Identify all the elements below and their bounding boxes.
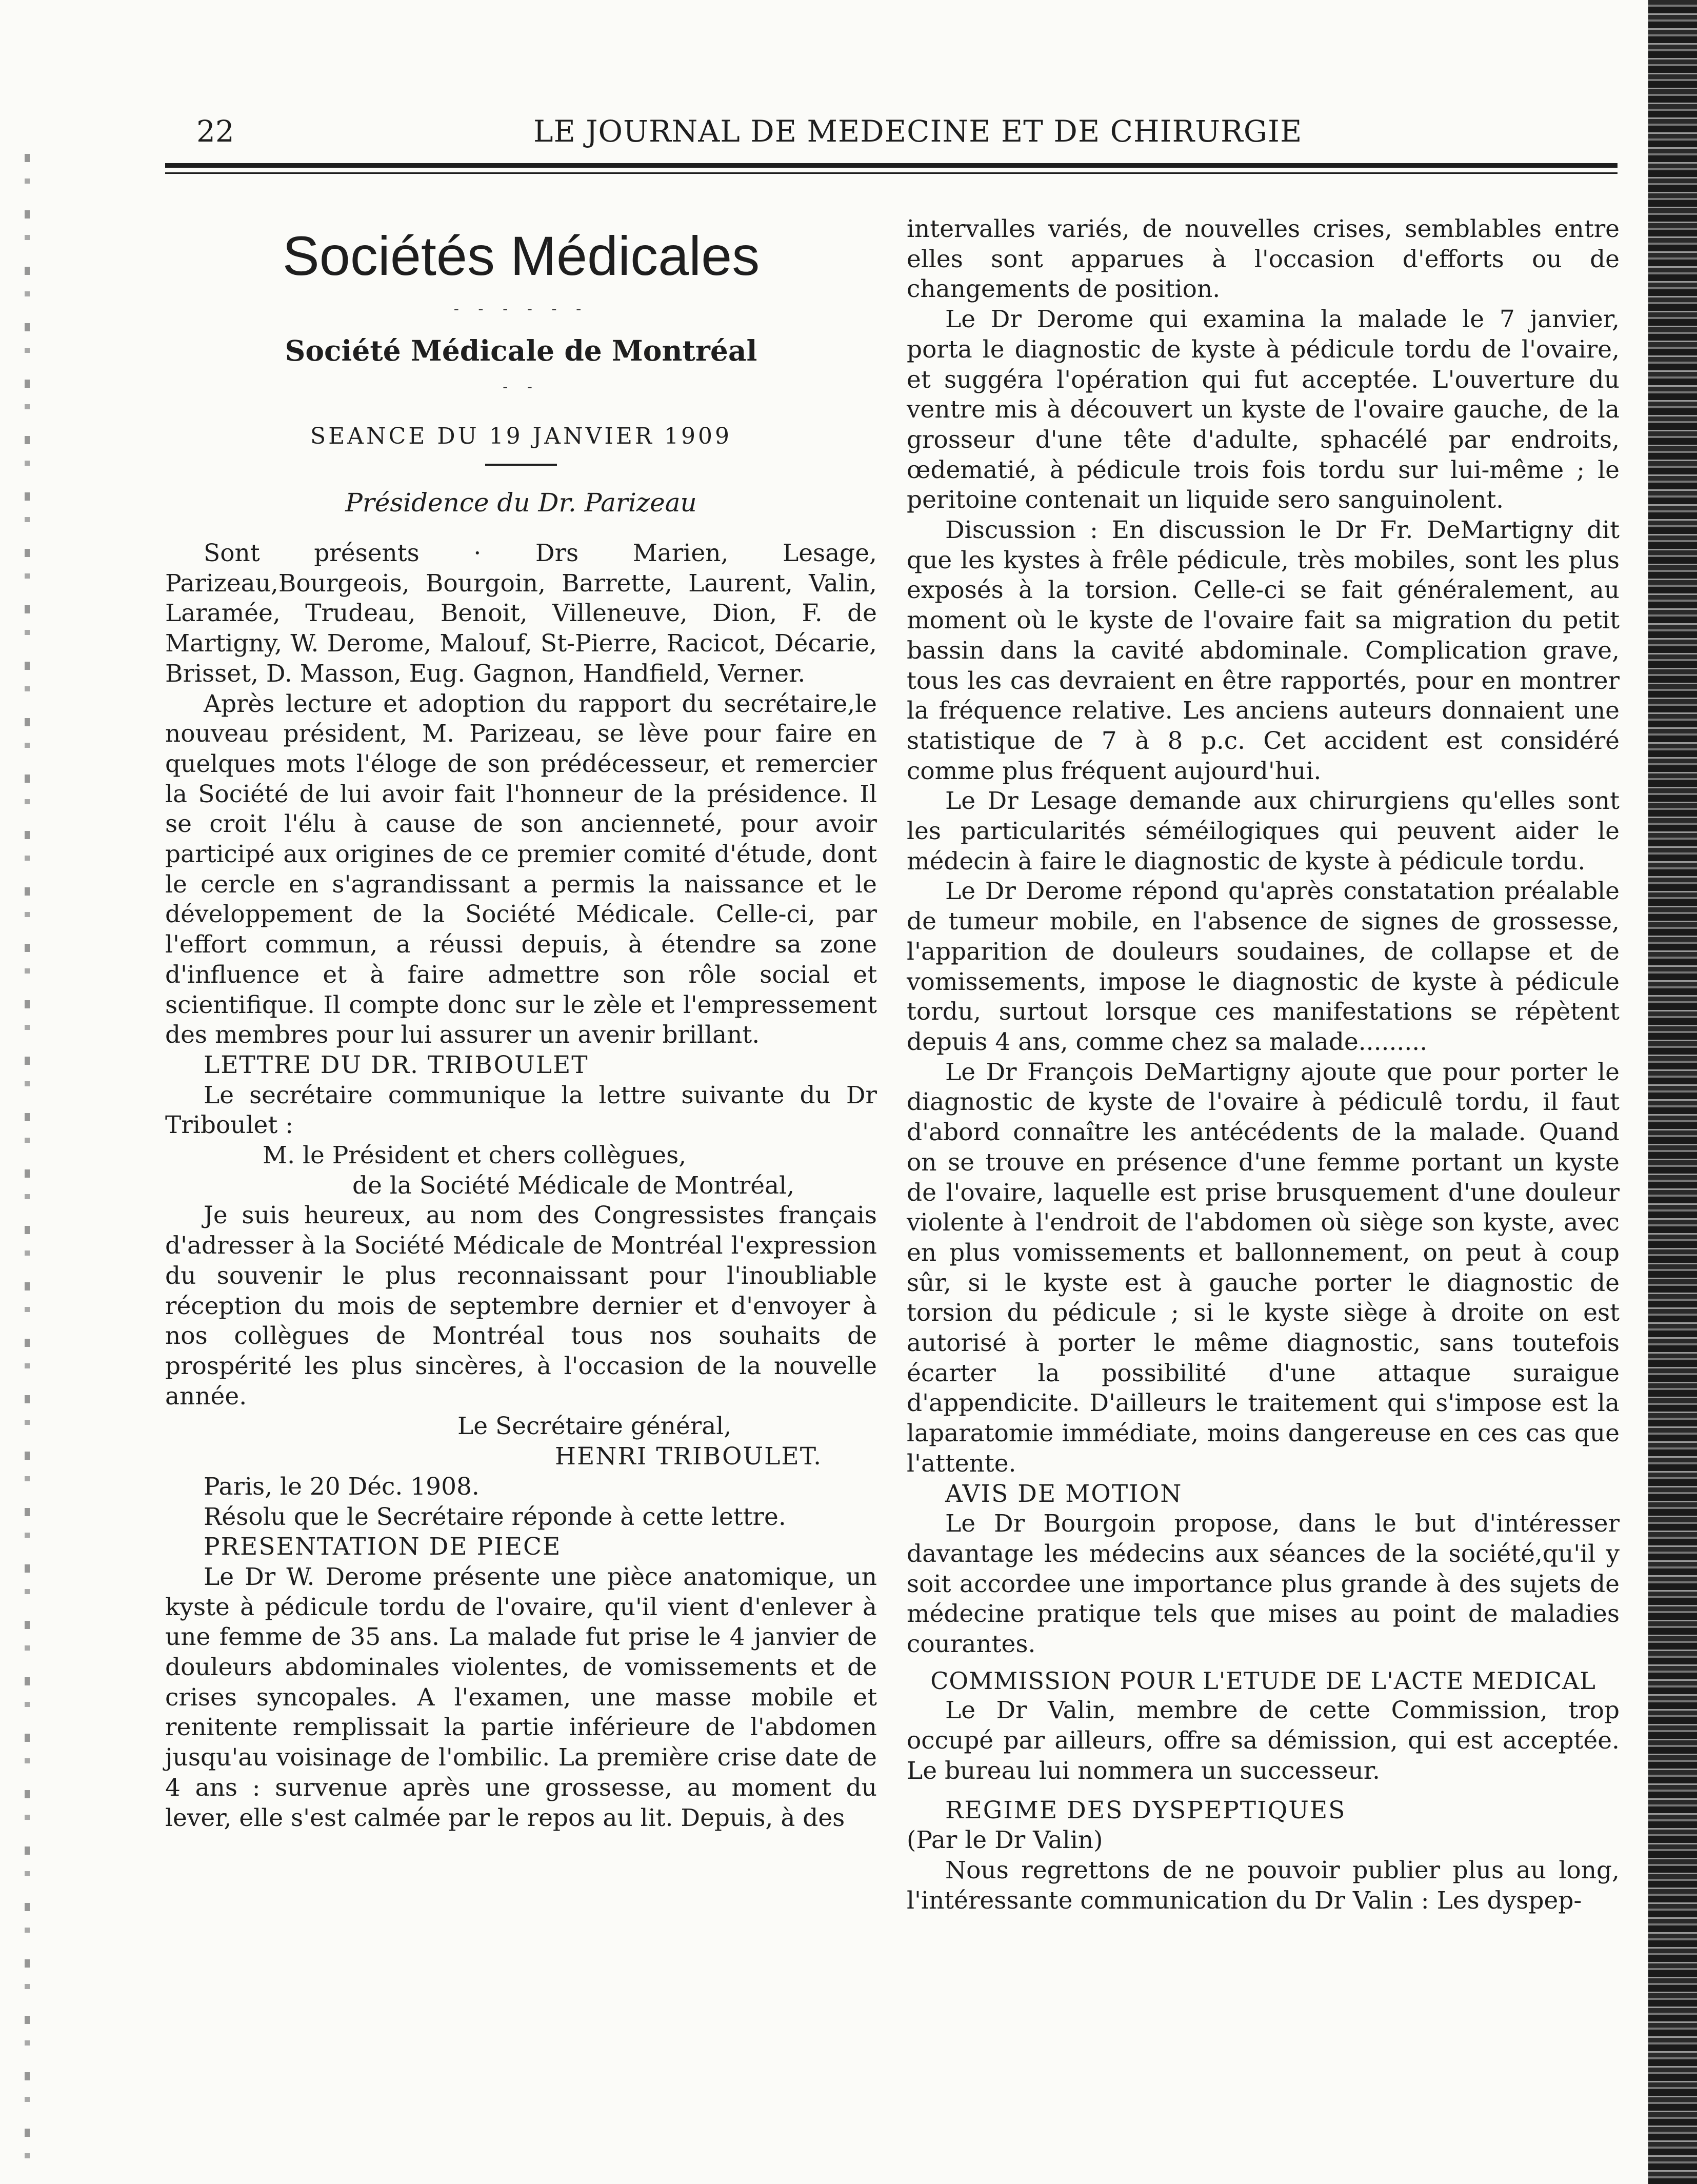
- letter-intro: Le secrétaire communique la lettre suivante du Dr Triboulet :: [165, 1081, 877, 1140]
- derome-reply-paragraph: Le Dr Derome répond qu'après constatation préalable de tumeur mobile, en l'absence de signes de grossesse, l'apparition de douleurs soudaines, de collapse et de vomissements, impose le diagnostic de kyste à pédicule tordu, surtout lorsque ces manifestations se répètent depuis 4 ans, comme chez sa malade.........: [907, 877, 1620, 1056]
- derome-exam-paragraph: Le Dr Derome qui examina la malade le 7 janvier, porta le diagnostic de kyste à pédicule tordu de l'ovaire, et suggéra l'opération qui fut acceptée. L'ouverture du ventre mis à découvert un kyste de l'ovaire gauche, de la grosseur d'une tête d'adulte, sphacélé par endroits, œdematié, à pédicule trois fois tordu sur lui-même ; le peritoine contenait un liquide sero sanguinolent.: [907, 305, 1620, 514]
- separator-dashes: - - - - - -: [453, 300, 589, 318]
- session-date: SEANCE DU 19 JANVIER 1909: [310, 423, 732, 449]
- regime-heading: REGIME DES DYSPEPTIQUES: [945, 1796, 1346, 1824]
- header-rule-thin: [165, 172, 1618, 174]
- salutation-line: M. le Président et chers collègues,: [263, 1141, 687, 1170]
- discussion-paragraph: Discussion : En discussion le Dr Fr. DeMartigny dit que les kystes à frêle pédicule, très mobiles, sont les plus exposés à la torsion. Celle-ci se fait généralement, au moment où le kyste de l'ovaire fait sa migration du petit bassin dans la cavité abdominale. Complication grave, tous les cas devraient en être rapportés, pour en montrer la fréquence relative. Les anciens auteurs donnaient une statistique de 7 à 8 p.c. Cet accident est considéré comme plus fréquent aujourd'hui.: [907, 516, 1620, 785]
- letter-body: Je suis heureux, au nom des Congressistes français d'adresser à la Société Médicale de Montréal l'expression du souvenir le plus reconnaissant pour l'inoubliable réception du mois de septembre dernier et d'envoyer à nos collègues de Montréal tous nos souhaits de prospérité les plus sincères, à l'occasion de la nouvelle année.: [165, 1201, 877, 1411]
- society-name: Société Médicale de Montréal: [285, 334, 757, 367]
- commission-heading: COMMISSION POUR L'ETUDE DE L'ACTE MEDICAL: [930, 1666, 1596, 1695]
- resolution-text: Résolu que le Secrétaire réponde à cette lettre.: [204, 1502, 786, 1531]
- commission-paragraph: Le Dr Valin, membre de cette Commission, trop occupé par ailleurs, offre sa démission, qui est acceptée. Le bureau lui nommera un successeur.: [907, 1696, 1620, 1785]
- short-rule: [485, 464, 557, 466]
- presentation-heading: PRESENTATION DE PIECE: [204, 1533, 562, 1561]
- section-title: Sociétés Médicales: [282, 225, 760, 287]
- motion-heading: AVIS DE MOTION: [945, 1479, 1183, 1508]
- separator-dashes: - -: [503, 378, 540, 396]
- letter-place-date: Paris, le 20 Déc. 1908.: [204, 1472, 480, 1501]
- regime-byline: (Par le Dr Valin): [907, 1826, 1103, 1855]
- left-column: [165, 214, 877, 1833]
- regime-paragraph: Nous regrettons de ne pouvoir publier plus au long, l'intéressante communication du Dr Valin : Les dyspep-: [907, 1856, 1620, 1915]
- presentation-paragraph: Le Dr W. Derome présente une pièce anatomique, un kyste à pédicule tordu de l'ovaire, qu'il vient d'enlever à une femme de 35 ans. La malade fut prise le 4 janvier de douleurs abdominales violentes, de vomissements et de crises syncopales. A l'examen, une masse mobile et renitente remplissait la partie inférieure de l'abdomen jusqu'au voisinage de l'ombilic. La première crise date de 4 ans : survenue après une grossesse, au moment du lever, elle s'est calmée par le repos au lit. Depuis, à des: [165, 1562, 877, 1832]
- right-column: [907, 214, 1620, 1916]
- scan-edge-left: [25, 154, 30, 2180]
- opening-paragraph: Après lecture et adoption du rapport du secrétaire,le nouveau président, M. Parizeau, se lève pour faire en quelques mots l'éloge de son prédécesseur, et remercier la Société de lui avoir fait l'honneur de la présidence. Il se croit l'élu à cause de son ancienneté, pour avoir participé aux origines de ce premier comité d'étude, dont le cercle en s'agrandissant a permis la naissance et le développement de la Société Médicale. Celle-ci, par l'effort commun, a réussi depuis, à étendre sa zone d'influence et à faire admettre son rôle social et scientifique. Il compte donc sur le zèle et l'empressement des membres pour lui assurer un avenir brillant.: [165, 689, 877, 1049]
- demartigny-paragraph: Le Dr François DeMartigny ajoute que pour porter le diagnostic de kyste de l'ovaire à pédiculê tordu, il faut d'abord connaître les antécédents de la malade. Quand on se trouve en présence d'une femme portant un kyste de l'ovaire, laquelle est prise brusquement d'une douleur violente à l'endroit de l'abdomen où siège son kyste, avec en plus vomissements et ballonnement, on peut à coup sûr, si le kyste est à gauche porter le diagnostic de torsion du pédicule ; si le kyste siège à droite on est autorisé à porter le même diagnostic, sans toutefois écarter la possibilité d'une attaque suraigue d'appendicite. D'ailleurs le traitement qui s'impose est la laparatomie immédiate, moins dangereuse en ces cas que l'attente.: [907, 1058, 1620, 1478]
- attendees-paragraph: Sont présents · Drs Marien, Lesage, Parizeau,Bourgeois, Bourgoin, Barrette, Laurent, Valin, Laramée, Trudeau, Benoit, Villeneuve, Dion, F. de Martigny, W. Derome, Malouf, St-Pierre, Racicot, Décarie, Brisset, D. Masson, Eug. Gagnon, Handfield, Verner.: [165, 539, 877, 688]
- letter-heading: LETTRE DU DR. TRIBOULET: [204, 1050, 589, 1079]
- page-number: 22: [196, 114, 234, 149]
- signature-name: HENRI TRIBOULET.: [555, 1442, 823, 1471]
- journal-title: LE JOURNAL DE MEDECINE ET DE CHIRURGIE: [533, 114, 1303, 149]
- header-rule: [165, 163, 1618, 168]
- continuation-paragraph: intervalles variés, de nouvelles crises, semblables entre elles sont apparues à l'occasion d'efforts ou de changements de position.: [907, 215, 1620, 304]
- salutation-line: de la Société Médicale de Montréal,: [352, 1171, 795, 1200]
- lesage-question-paragraph: Le Dr Lesage demande aux chirurgiens qu'elles sont les particularités séméilogiques qui peuvent aider le médecin à faire le diagnostic de kyste à pédicule tordu.: [907, 787, 1620, 876]
- scan-edge-right: [1648, 0, 1697, 2184]
- presidency-line: Présidence du Dr. Parizeau: [345, 488, 697, 518]
- motion-paragraph: Le Dr Bourgoin propose, dans le but d'intéresser davantage les médecins aux séances de la société,qu'il y soit accordee une importance plus grande à des sujets de médecine pratique tels que mises au point de maladies courantes.: [907, 1510, 1620, 1659]
- signature-title: Le Secrétaire général,: [457, 1412, 732, 1441]
